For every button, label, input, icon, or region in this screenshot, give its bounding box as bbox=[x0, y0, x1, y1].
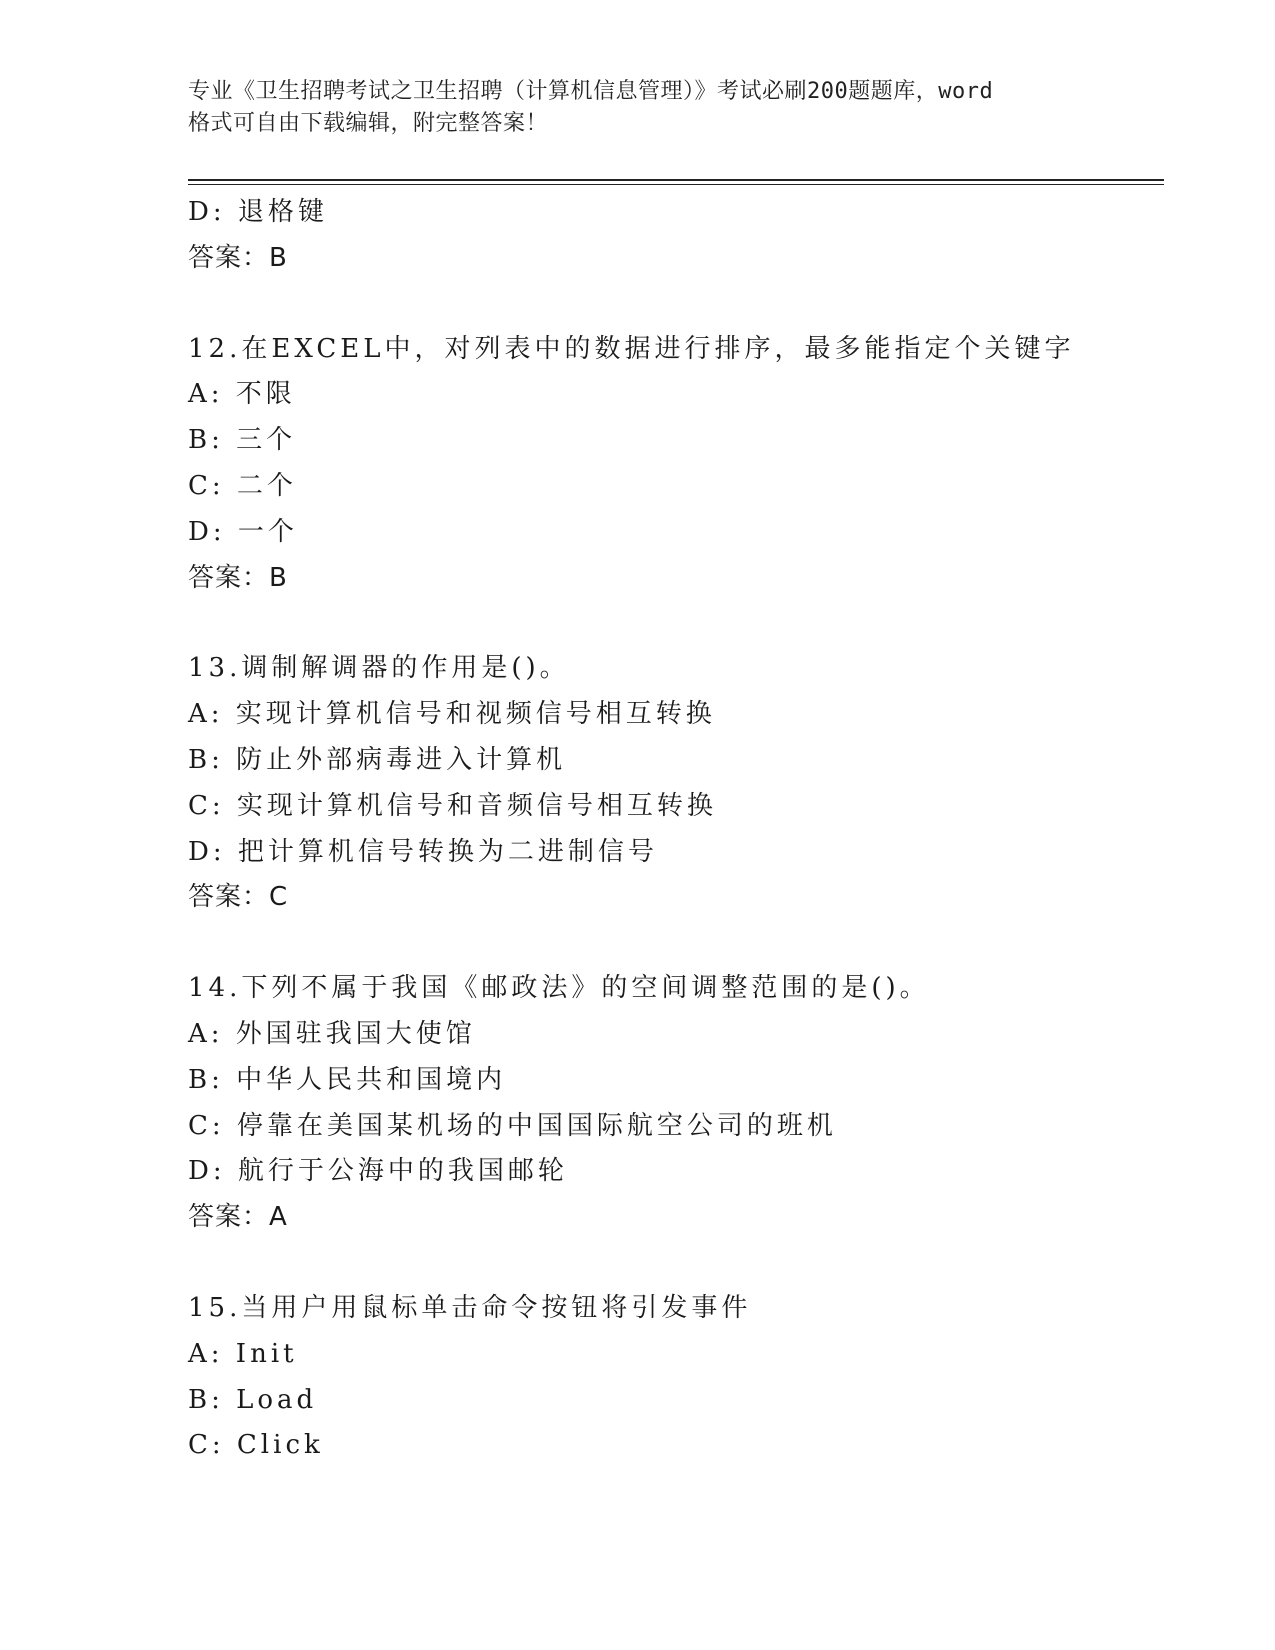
option-a: A: Init bbox=[188, 1338, 298, 1369]
option-d: D: 退格键 bbox=[188, 197, 328, 227]
question-list bbox=[188, 190, 1164, 1469]
option-a: A: 外国驻我国大使馆 bbox=[188, 1018, 476, 1049]
answer-line: 答案：B bbox=[188, 562, 288, 593]
option-d: D: 一个 bbox=[188, 516, 298, 547]
question-block-14 bbox=[188, 966, 1164, 1241]
document-header bbox=[188, 76, 1088, 140]
spacer bbox=[188, 282, 1164, 327]
option-d: D: 航行于公海中的我国邮轮 bbox=[188, 1156, 568, 1187]
question-block-12 bbox=[188, 327, 1164, 602]
option-b: B: 防止外部病毒进入计算机 bbox=[188, 744, 567, 775]
spacer bbox=[188, 1241, 1164, 1286]
option-a: A: 实现计算机信号和视频信号相互转换 bbox=[188, 699, 716, 730]
option-c: C: 二个 bbox=[188, 470, 297, 501]
header-divider-thin bbox=[188, 184, 1164, 185]
option-b: B: Load bbox=[188, 1384, 318, 1415]
answer-line: 答案：A bbox=[188, 1202, 288, 1233]
header-title-line-1: 专业《卫生招聘考试之卫生招聘（计算机信息管理）》考试必刷200题题库，word bbox=[188, 79, 994, 104]
question-stem: 15.当用户用鼠标单击命令按钮将引发事件 bbox=[188, 1292, 752, 1323]
question-block-13 bbox=[188, 646, 1164, 921]
question-block-previous bbox=[188, 190, 1164, 282]
question-stem: 13.调制解调器的作用是()。 bbox=[188, 653, 570, 684]
option-c: C: 停靠在美国某机场的中国国际航空公司的班机 bbox=[188, 1110, 837, 1141]
header-divider bbox=[188, 179, 1164, 181]
question-block-15 bbox=[188, 1286, 1164, 1469]
option-c: C: Click bbox=[188, 1430, 324, 1461]
question-stem: 12.在EXCEL中，对列表中的数据进行排序，最多能指定个关键字 bbox=[188, 333, 1075, 364]
spacer bbox=[188, 921, 1164, 966]
option-b: B: 三个 bbox=[188, 425, 297, 456]
answer-line: 答案：B bbox=[188, 242, 288, 273]
spacer bbox=[188, 601, 1164, 646]
option-c: C: 实现计算机信号和音频信号相互转换 bbox=[188, 790, 717, 821]
question-stem: 14.下列不属于我国《邮政法》的空间调整范围的是()。 bbox=[188, 973, 930, 1004]
answer-line: 答案：C bbox=[188, 882, 289, 913]
option-d: D: 把计算机信号转换为二进制信号 bbox=[188, 836, 658, 867]
option-a: A: 不限 bbox=[188, 379, 296, 410]
header-title-line-2: 格式可自由下载编辑，附完整答案！ bbox=[188, 111, 549, 136]
option-b: B: 中华人民共和国境内 bbox=[188, 1064, 507, 1095]
